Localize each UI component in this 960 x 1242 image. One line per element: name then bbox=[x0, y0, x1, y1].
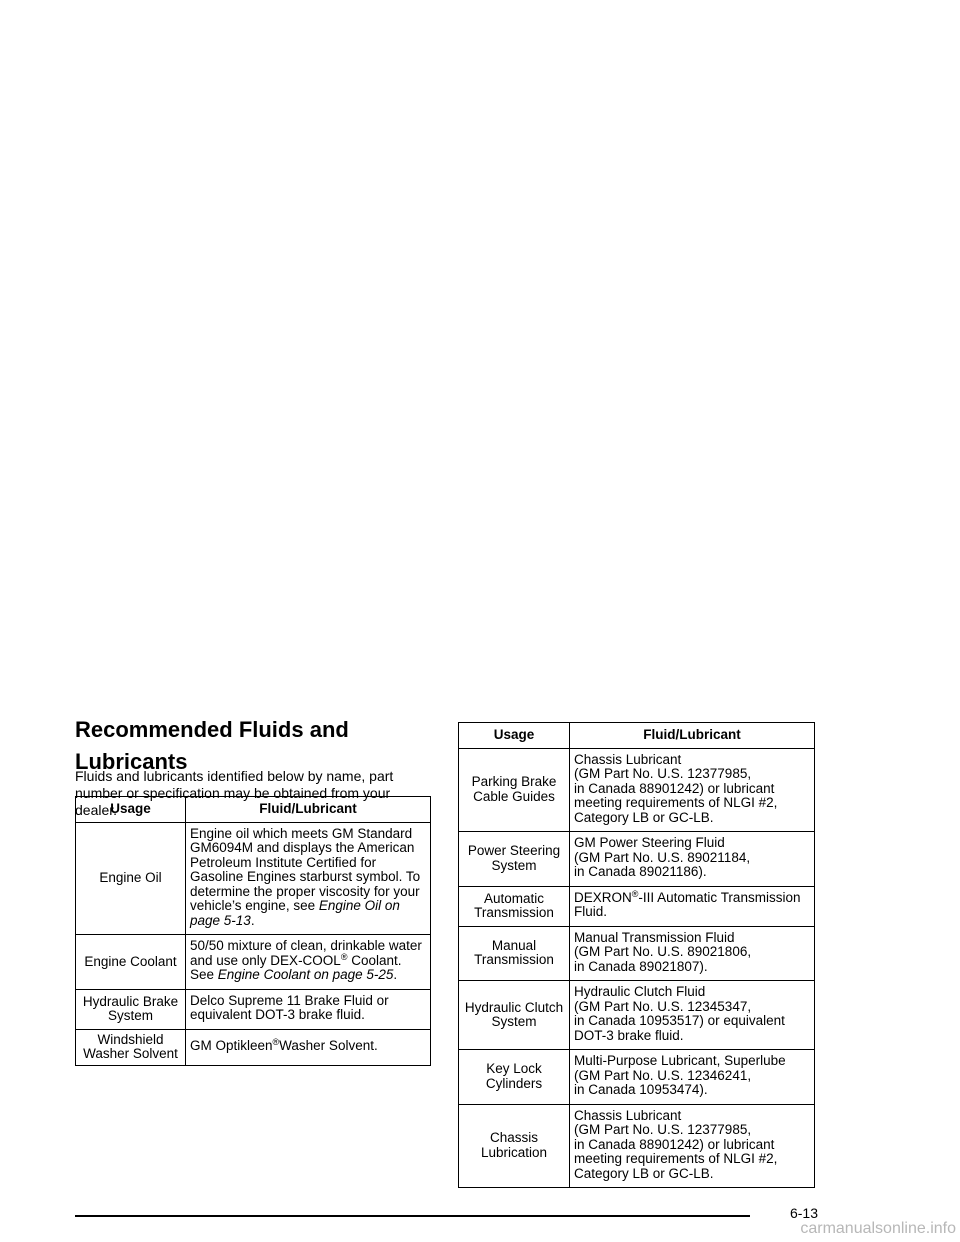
fluid-line: (GM Part No. U.S. 89021184, bbox=[574, 849, 751, 865]
fluid-cell bbox=[570, 886, 815, 926]
fluids-table-right bbox=[458, 722, 815, 1188]
usage-cell: Chassis Lubrication bbox=[459, 1104, 570, 1188]
fluid-text-cont: Coolant. See bbox=[190, 952, 402, 982]
fluid-cell bbox=[186, 822, 431, 935]
registered-mark: ® bbox=[272, 1036, 280, 1047]
fluid-line: in Canada 10953474). bbox=[574, 1082, 708, 1097]
fluid-line: (GM Part No. U.S. 12377985, bbox=[574, 766, 752, 781]
page-reference-link[interactable]: Engine Oil on page 5-13 bbox=[190, 898, 400, 928]
fluid-line: Multi-Purpose Lubricant, Superlube bbox=[574, 1053, 786, 1068]
fluid-text-cont: Washer Solvent. bbox=[279, 1037, 378, 1053]
fluid-line: Category LB or GC-LB. bbox=[574, 1165, 714, 1181]
table-header-row bbox=[76, 797, 431, 823]
fluid-line: in Canada 10953517) or equivalent bbox=[574, 1013, 785, 1028]
fluids-table-left bbox=[75, 796, 431, 1066]
registered-mark: ® bbox=[631, 888, 639, 899]
table-row bbox=[76, 989, 431, 1029]
fluid-header: Fluid/Lubricant bbox=[570, 723, 815, 749]
table-row bbox=[76, 822, 431, 935]
usage-cell: Automatic Transmission bbox=[459, 886, 570, 926]
fluid-line: in Canada 89021807). bbox=[574, 958, 708, 974]
fluid-text: DEXRON bbox=[574, 889, 632, 905]
fluid-line: in Canada 88901242) or lubricant bbox=[574, 1136, 775, 1152]
fluid-cell bbox=[186, 1029, 431, 1065]
table-row bbox=[76, 935, 431, 990]
usage-cell: Parking Brake Cable Guides bbox=[459, 748, 570, 832]
fluid-header: Fluid/Lubricant bbox=[186, 797, 431, 823]
table-header-row bbox=[459, 723, 815, 749]
usage-cell: Power Steering System bbox=[459, 832, 570, 887]
fluid-cell bbox=[570, 926, 815, 981]
fluid-line: GM Power Steering Fluid bbox=[574, 835, 725, 850]
table-row bbox=[459, 981, 815, 1050]
fluid-line: Chassis Lubricant bbox=[574, 751, 682, 767]
fluid-line: meeting requirements of NLGI #2, bbox=[574, 1151, 778, 1166]
fluid-line: (GM Part No. U.S. 89021806, bbox=[574, 944, 752, 959]
fluid-text: Engine oil which meets GM Standard GM6094M and displays the American Petroleum Institute Certified for Gasoline Engines starburst symbol. To determine the proper viscosity for your vehicle’s engine, see bbox=[190, 825, 421, 913]
fluid-cell bbox=[570, 1050, 815, 1105]
fluid-text-end: . bbox=[250, 912, 255, 928]
fluid-text-cont: -III Automatic Transmission Fluid. bbox=[574, 889, 801, 919]
section-title: Recommended Fluids and Lubricants bbox=[75, 717, 349, 774]
fluid-text: 50/50 mixture of clean, drinkable water and use only DEX-COOL bbox=[190, 938, 422, 968]
page-reference-link[interactable]: Engine Coolant on page 5-25 bbox=[217, 967, 394, 982]
table-row bbox=[459, 748, 815, 832]
table-row bbox=[459, 1050, 815, 1105]
fluid-line: (GM Part No. U.S. 12346241, bbox=[574, 1067, 752, 1083]
fluid-cell bbox=[570, 748, 815, 832]
fluid-line: Hydraulic Clutch Fluid bbox=[574, 984, 706, 999]
site-watermark: carmanualsonline.info bbox=[800, 1220, 956, 1237]
usage-cell: Engine Coolant bbox=[76, 935, 186, 990]
fluid-line: (GM Part No. U.S. 12377985, bbox=[574, 1122, 752, 1137]
table-row bbox=[459, 926, 815, 981]
table-row bbox=[459, 832, 815, 887]
fluid-line: meeting requirements of NLGI #2, bbox=[574, 795, 778, 810]
section-intro: Fluids and lubricants identified below by name, part number or specification may be obtained from your dealer. bbox=[75, 768, 394, 818]
fluid-cell: Delco Supreme 11 Brake Fluid or equivalent DOT-3 brake fluid. bbox=[186, 989, 431, 1029]
fluid-cell bbox=[570, 981, 815, 1050]
page-number: 6-13 bbox=[789, 1205, 818, 1221]
fluid-text-end: . bbox=[393, 967, 398, 982]
usage-cell: Hydraulic Brake System bbox=[76, 989, 186, 1029]
table-row bbox=[76, 1029, 431, 1065]
footer-rule bbox=[75, 1215, 750, 1217]
fluid-cell bbox=[570, 832, 815, 887]
fluid-line: Chassis Lubricant bbox=[574, 1107, 682, 1123]
usage-cell: Windshield Washer Solvent bbox=[76, 1029, 186, 1065]
table-row bbox=[459, 1104, 815, 1188]
table-row bbox=[459, 886, 815, 926]
registered-mark: ® bbox=[340, 951, 348, 962]
usage-cell: Key Lock Cylinders bbox=[459, 1050, 570, 1105]
fluid-line: Manual Transmission Fluid bbox=[574, 929, 735, 945]
fluid-line: DOT-3 brake fluid. bbox=[574, 1027, 684, 1043]
fluid-text: GM Optikleen bbox=[190, 1037, 273, 1053]
usage-cell: Hydraulic Clutch System bbox=[459, 981, 570, 1050]
usage-header: Usage bbox=[459, 723, 570, 749]
fluid-line: Category LB or GC-LB. bbox=[574, 809, 714, 825]
usage-header: Usage bbox=[76, 797, 186, 823]
fluid-line: in Canada 89021186). bbox=[574, 864, 707, 879]
fluid-line: in Canada 88901242) or lubricant bbox=[574, 780, 775, 796]
usage-cell: Engine Oil bbox=[76, 822, 186, 935]
fluid-line: (GM Part No. U.S. 12345347, bbox=[574, 998, 752, 1014]
fluid-cell bbox=[186, 935, 431, 990]
fluid-cell bbox=[570, 1104, 815, 1188]
usage-cell: Manual Transmission bbox=[459, 926, 570, 981]
